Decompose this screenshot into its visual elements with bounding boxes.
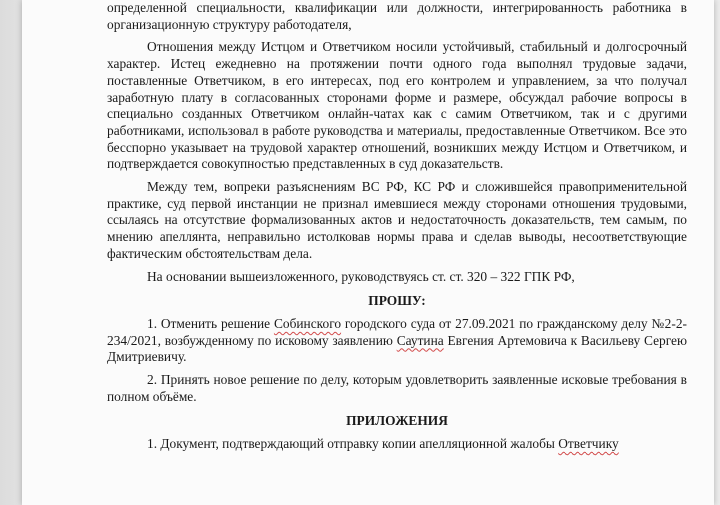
request-item-1 — [107, 316, 687, 366]
paragraph-intro: определенной специальности, квалификации или должности, интегрированность работника в организационную структуру работодателя, — [107, 0, 687, 32]
paragraph-basis: На основании вышеизложенного, руководствуясь ст. ст. 320 – 322 ГПК РФ, — [147, 268, 575, 284]
paragraph-court-position: Между тем, вопреки разъяснениям ВС РФ, КС РФ и сложившейся правоприменительной практике, суд первой инстанции не признал имевшиеся между сторонами отношения трудовыми, ссылаясь на отсутствие формализованных актов и недостаточность доказательств, тем самым, по мнению апеллянта, неправильно истолковав нормы права и сделав выводы, несоответствующие фактическим обстоятельствам дела. — [107, 179, 687, 261]
request-item-2: 2. Принять новое решение по делу, которым удовлетворить заявленные исковые требования в полном объёме. — [107, 372, 687, 404]
spellcheck-word: Собинского — [273, 315, 342, 331]
request-item-1-text-e: Евгения Артемовича к Васильеву Сергею Дмитриевичу. — [107, 332, 687, 365]
paragraph-relations: Отношения между Истцом и Ответчиком носили устойчивый, стабильный и долгосрочный характер. Истец ежедневно на протяжении почти одного года выполнял трудовые задачи, поставленные Ответчиком, в его интересах, под его контролем и управлением, за что получал заработную плату в согласованных сторонами форме и размере, обсуждал рабочие вопросы в специально созданных Ответчиком онлайн-чатах как с самим Ответчиком, так и с другими работниками, использовал в работе руководства и материалы, предоставленные Ответчиком. Все это бесспорно указывает на трудовой характер отношений, возникших между Истцом и Ответчиком, и подтверждается совокупностью представленных в суд доказательств. — [107, 39, 687, 172]
request-item-1-text-a: 1. Отменить решение — [147, 315, 274, 331]
attachment-item-1 — [107, 436, 687, 453]
attachment-item-1-text: 1. Документ, подтверждающий отправку копии апелляционной жалобы — [147, 436, 559, 452]
document-body — [107, 0, 687, 453]
spellcheck-word: Ответчику — [558, 436, 619, 452]
spellcheck-word: Саутина — [396, 332, 444, 348]
request-item-1-text-c: городского суда от 27.09.2021 по гражданскому делу №2-2-234/2021, возбужденному по исковому заявлению — [107, 315, 687, 348]
heading-request: ПРОШУ: — [368, 293, 426, 309]
document-page — [22, 0, 714, 505]
heading-attachments: ПРИЛОЖЕНИЯ — [346, 413, 448, 429]
